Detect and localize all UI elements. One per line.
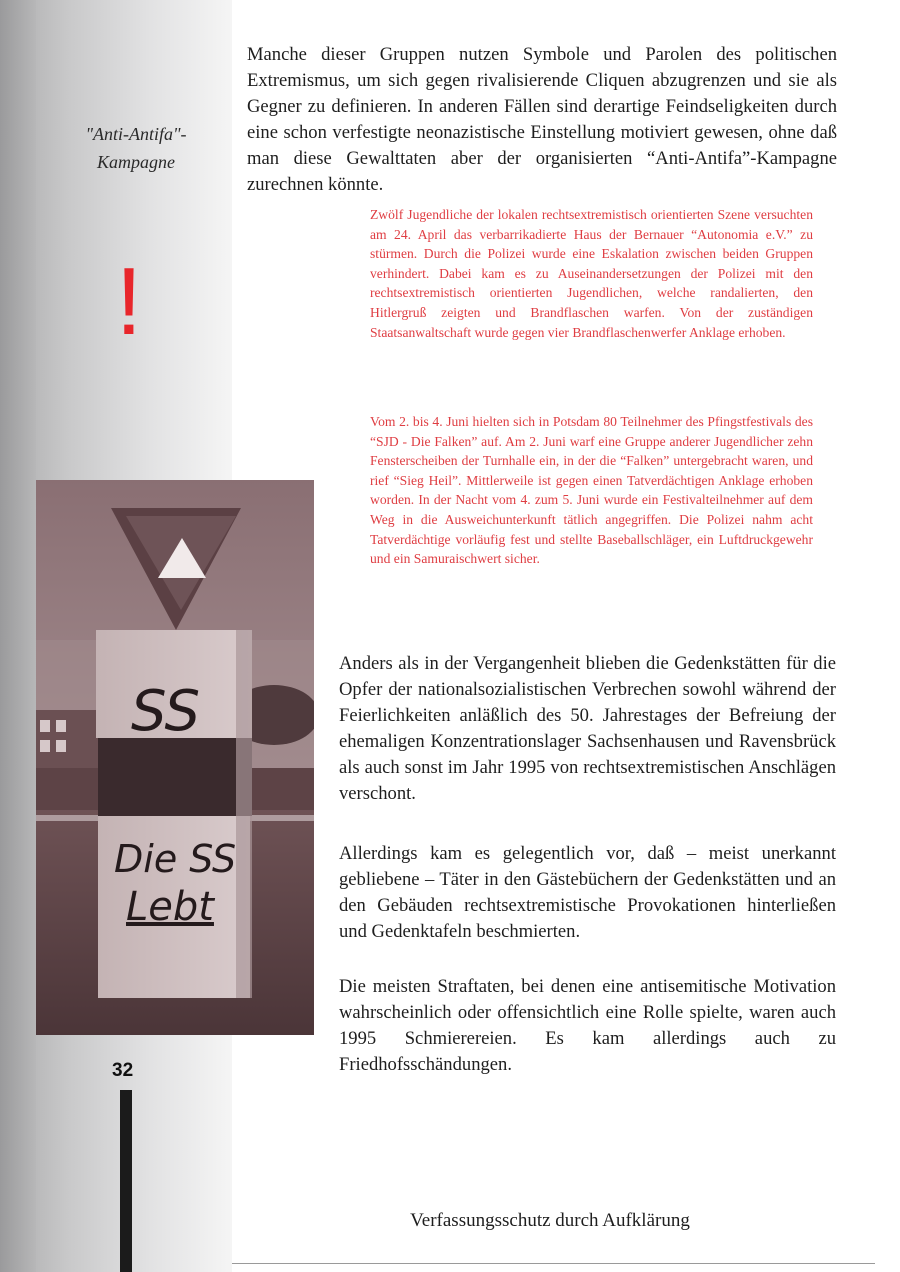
margin-note: "Anti-Antifa"- Kampagne: [85, 124, 187, 172]
page-bar: [120, 1090, 132, 1272]
footer-title: Verfassungsschutz durch Aufklärung: [410, 1210, 690, 1231]
paragraph-memorials: Anders als in der Vergangenheit blieben die Gedenkstätten für die Opfer der nationalsozialistischen Verbrechen sowohl während der Feierlichkeiten anläßlich des 50. Jahrestages der Befreiung der ehemaligen Konzentrationslager Sachsenhausen und Ravensbrück als auch sonst im Jahr 1995 von rechtsextremistischen Anschlägen verschont.: [339, 653, 836, 804]
red-case-potsdam: Vom 2. bis 4. Juni hielten sich in Potsdam 80 Teilnehmer des Pfingstfestivals des “SJD - Die Falken” auf. Am 2. Juni warf eine Gruppe anderer Jugendlicher zehn Fensterscheiben der Turnhalle ein, in der die “Falken” untergebracht waren, und rief “Sieg Heil”. Mittlerweile ist gegen einen Tatverdächtigen Anklage erhoben worden. In der Nacht vom 4. zum 5. Juni wurde ein Festivalteilnehmer auf dem Weg in die Ausweichunterkunft tätlich angegriffen. Die Polizei nahm acht Tatverdächtige vorläufig fest und stellte Baseballschläger, ein Luftdruckgewehr und ein Samuraischwert sicher.: [370, 414, 813, 567]
graffiti-top: SS: [131, 679, 201, 744]
memorial-photo: [36, 480, 314, 1035]
sidebar-edge: [0, 0, 36, 1272]
red-case-bernau: Zwölf Jugendliche der lokalen rechtsextremistisch orientierten Szene versuchten am 24. April das verbarrikadierte Haus der Bernauer “Autonomia e.V.” zu stürmen. Durch die Polizei wurde eine Eskalation zwischen beiden Gruppen verhindert. Dabei kam es zu Auseinandersetzungen der Polizei mit den rechtsextremistisch orientierten Jugendlichen, welche randalierten, den Hitlergruß zeigten und Brandflaschen warfen. Von der zuständigen Staatsanwaltschaft wurde gegen vier Brandflaschenwerfer Anklage erhoben.: [370, 207, 813, 340]
paragraph-guestbooks: Allerdings kam es gelegentlich vor, daß – meist unerkannt gebliebene – Täter in den Gästebüchern der Gedenkstätten und an den Gebäuden rechtsextremistische Provokationen hinterließen und Gedenktafeln beschmierten.: [339, 843, 836, 942]
graffiti-middle: Die SS: [114, 837, 237, 881]
memorial-photo-illustration: [36, 480, 314, 1035]
graffiti-bottom: Lebt: [126, 884, 214, 930]
footer-rule: [232, 1263, 875, 1264]
page-number: 32: [112, 1060, 134, 1081]
paragraph-antisemitic: Die meisten Straftaten, bei denen eine antisemitische Motivation wahrscheinlich oder offensichtlich eine Rolle spielte, waren auch 1995 Schmierereien. Es kam allerdings auch zu Friedhofsschändungen.: [339, 976, 836, 1075]
exclamation-icon: !: [115, 248, 143, 355]
paragraph-intro: Manche dieser Gruppen nutzen Symbole und Parolen des politischen Extremismus, um sich gegen rivalisierende Cliquen abzugrenzen und sie als Gegner zu definieren. In anderen Fällen sind derartige Feindseligkeiten durch eine schon verfestigte neonazistische Einstellung motiviert gewesen, ohne daß man diese Gewalttaten aber der organisierten “Anti-Antifa”-Kampagne zurechnen könnte.: [247, 44, 837, 195]
